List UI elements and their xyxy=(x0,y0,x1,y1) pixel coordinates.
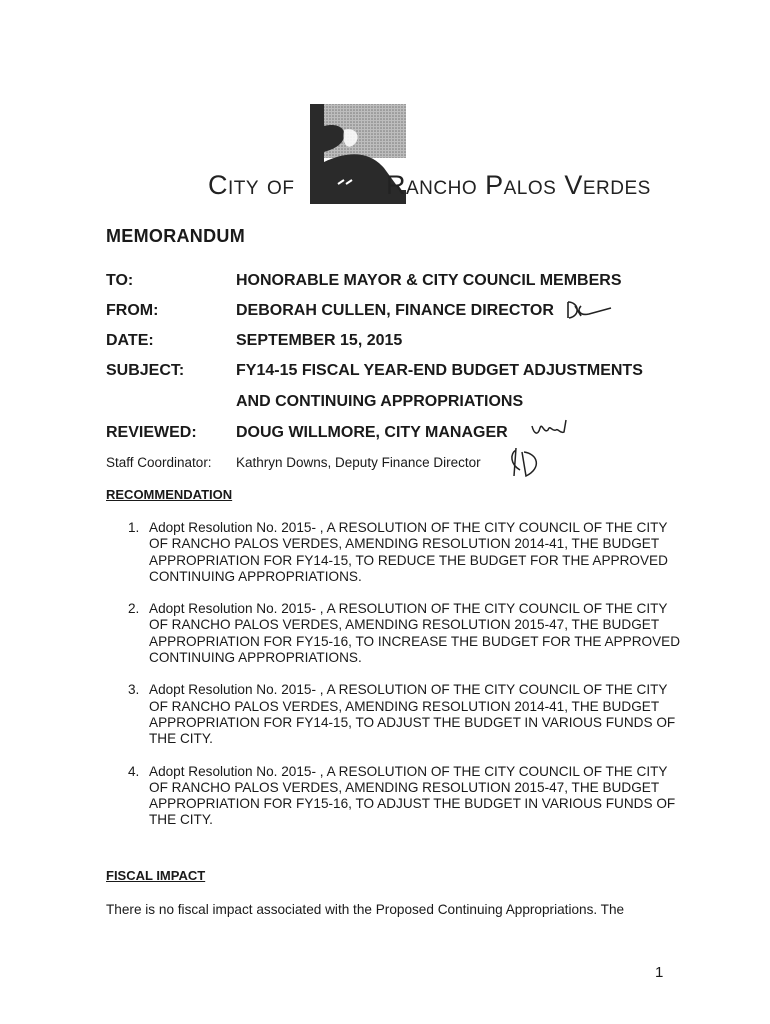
reviewed-label: REVIEWED: xyxy=(106,424,197,441)
city-logo xyxy=(208,100,668,210)
logo-city-name-text: Rancho Palos Verdes xyxy=(386,170,651,200)
list-item-text: Adopt Resolution No. 2015- , A RESOLUTION OF THE CITY COUNCIL OF THE CITY OF RANCHO PALOS VERDES, AMENDING RESOLUTION 2014-41, THE BUDGET APPROPRIATION FOR FY14-15, TO REDUCE THE BUDGET FOR THE APPROVED CONTINUING APPROPRIATIONS. xyxy=(149,520,668,584)
list-item-number: 2. xyxy=(128,601,140,617)
list-item-number: 4. xyxy=(128,763,140,779)
reviewed-value: DOUG WILLMORE, CITY MANAGER xyxy=(236,424,508,441)
reviewed-initials-signature xyxy=(530,414,576,440)
staff-initials-signature xyxy=(508,444,548,480)
from-label: FROM: xyxy=(106,302,159,319)
subject-value-line2: AND CONTINUING APPROPRIATIONS xyxy=(236,393,524,410)
fiscal-impact-heading: FISCAL IMPACT xyxy=(106,868,206,883)
from-value: DEBORAH CULLEN, FINANCE DIRECTOR xyxy=(236,302,554,319)
date-value: SEPTEMBER 15, 2015 xyxy=(236,332,403,349)
recommendation-heading: RECOMMENDATION xyxy=(106,487,233,502)
list-item-number: 3. xyxy=(128,682,140,698)
list-item xyxy=(128,764,688,829)
to-value: HONORABLE MAYOR & CITY COUNCIL MEMBERS xyxy=(236,272,622,289)
list-item-text: Adopt Resolution No. 2015- , A RESOLUTION OF THE CITY COUNCIL OF THE CITY OF RANCHO PALOS VERDES, AMENDING RESOLUTION 2015-47, THE BUDGET APPROPRIATION FOR FY15-16, TO ADJUST THE BUDGET IN VARIOUS FUNDS OF THE CITY. xyxy=(149,763,676,828)
page-number: 1 xyxy=(655,964,664,981)
to-label: TO: xyxy=(106,272,134,289)
logo-city-of-text: City of xyxy=(208,170,295,200)
staff-coordinator-value: Kathryn Downs, Deputy Finance Director xyxy=(236,455,481,470)
list-item xyxy=(128,682,688,747)
list-item-number: 1. xyxy=(128,520,140,535)
staff-coordinator-label: Staff Coordinator: xyxy=(106,455,212,470)
list-item-text: Adopt Resolution No. 2015- , A RESOLUTION OF THE CITY COUNCIL OF THE CITY OF RANCHO PALOS VERDES, AMENDING RESOLUTION 2015-47, THE BUDGET APPROPRIATION FOR FY15-16, TO INCREASE THE BUDGET FOR THE APPROVED CONTINUING APPROPRIATIONS. xyxy=(149,601,681,666)
recommendation-list xyxy=(128,520,688,845)
list-item xyxy=(128,601,688,666)
subject-label: SUBJECT: xyxy=(106,362,185,379)
fiscal-impact-text: There is no fiscal impact associated with the Proposed Continuing Appropriations. The xyxy=(106,902,625,917)
list-item xyxy=(128,520,688,585)
subject-value-line1: FY14-15 FISCAL YEAR-END BUDGET ADJUSTMENTS xyxy=(236,362,643,379)
from-initials-signature xyxy=(565,296,615,324)
date-label: DATE: xyxy=(106,332,154,349)
memo-title: MEMORANDUM xyxy=(106,226,245,246)
list-item-text: Adopt Resolution No. 2015- , A RESOLUTION OF THE CITY COUNCIL OF THE CITY OF RANCHO PALOS VERDES, AMENDING RESOLUTION 2014-41, THE BUDGET APPROPRIATION FOR FY14-15, TO ADJUST THE BUDGET IN VARIOUS FUNDS OF THE CITY. xyxy=(149,682,676,747)
